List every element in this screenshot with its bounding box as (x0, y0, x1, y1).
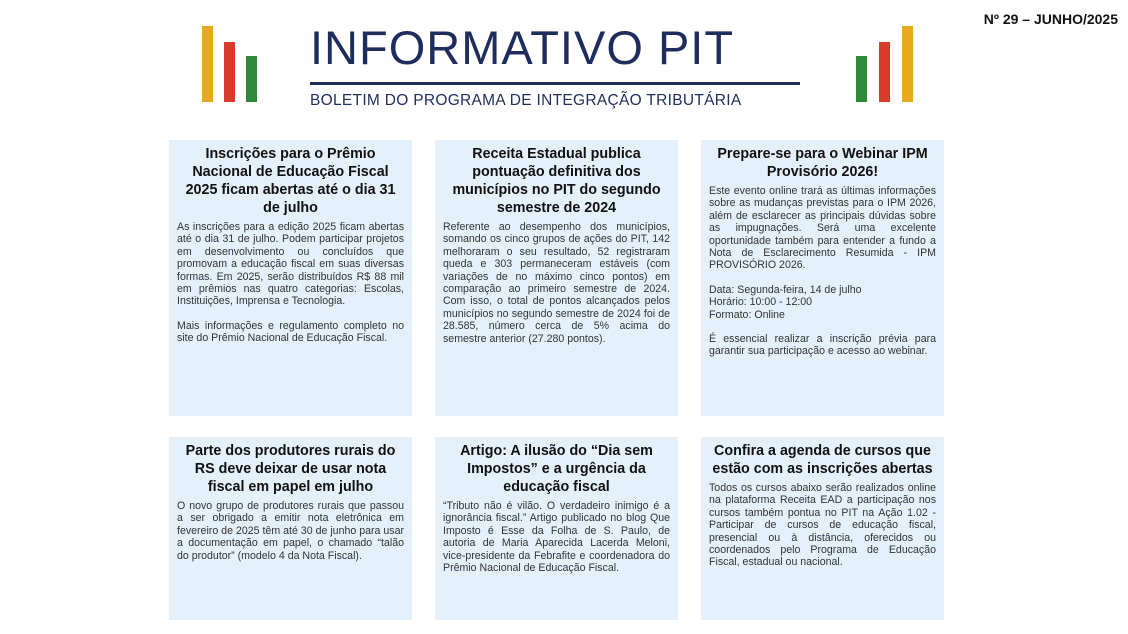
news-card-pontuacao (435, 140, 678, 416)
logo-bars-left (202, 22, 262, 102)
newsletter-subtitle: BOLETIM DO PROGRAMA DE INTEGRAÇÃO TRIBUTÁRIA (310, 92, 742, 109)
card-body: É essencial realizar a inscrição prévia para garantir sua participação e acesso ao webinar. (709, 333, 936, 358)
issue-number: Nº 29 – JUNHO/2025 (983, 11, 1118, 27)
news-card-cursos (701, 437, 944, 620)
yellow-bar (902, 26, 913, 102)
news-card-premio (169, 140, 412, 416)
card-body: Mais informações e regulamento completo no site do Prêmio Nacional de Educação Fiscal. (177, 319, 404, 345)
card-body: Referente ao desempenho dos municípios, somando os cinco grupos de ações do PIT, 142 melhoraram o seu resultado, 52 registraram queda e 303 permaneceram estáveis (com variações de no máximo cinco pontos) em comparação ao primeiro semestre de 2024. Com isso, o total de pontos alcançados pelos municípios no segundo semestre de 2024 foi de 28.585, número cerca de 5% acima do semestre anterior (27.280 pontos). (443, 221, 670, 345)
event-date: Data: Segunda-feira, 14 de julho (709, 283, 862, 296)
news-card-produtores (169, 437, 412, 620)
card-body: “Tributo não é vilão. O verdadeiro inimigo é a ignorância fiscal.” Artigo publicado no blog Que Imposto é Esse da Folha de S. Paulo, de autoria de Maria Aparecida Lacerda Meloni, vice-presidente da Febrafite e coordenadora do Prêmio Nacional de Educação Fiscal. (443, 500, 670, 575)
green-bar (856, 56, 867, 102)
yellow-bar (202, 26, 213, 102)
card-title[interactable]: Confira a agenda de cursos que estão com as inscrições abertas (712, 443, 933, 477)
newsletter-title: INFORMATIVO PIT (310, 21, 735, 74)
card-title[interactable]: Receita Estadual publica pontuação definitiva dos municípios no PIT do segundo semestre de 2024 (452, 146, 661, 216)
red-bar (879, 42, 890, 102)
news-card-webinar (701, 140, 944, 416)
event-time: Horário: 10:00 - 12:00 (709, 296, 813, 309)
event-format: Formato: Online (709, 308, 785, 321)
card-title[interactable]: Prepare-se para o Webinar IPM Provisório 2026! (717, 146, 928, 180)
logo-bars-right (852, 22, 920, 102)
card-body: Todos os cursos abaixo serão realizados online na plataforma Receita EAD a participação nos cursos também pontua no PIT na Ação 1.02 - Participar de cursos de educação fiscal, presencial ou à distância, oferecidos ou coordenados pelo Programa de Educação Fiscal, estadual ou nacional. (709, 482, 936, 569)
title-divider (310, 82, 800, 85)
card-body: Este evento online trará as últimas informações sobre as mudanças previstas para o IPM 2026, além de esclarecer as principais dúvidas sobre as impugnações. Será uma excelente oportunidade também para entender a fundo a Nota de Esclarecimento Resumida - IPM PROVISÓRIO 2026. (709, 185, 936, 272)
green-bar (246, 56, 257, 102)
card-title[interactable]: Parte dos produtores rurais do RS deve deixar de usar nota fiscal em papel em julho (185, 443, 396, 495)
card-body: As inscrições para a edição 2025 ficam abertas até o dia 31 de julho. Podem participar projetos em desenvolvimento ou concluídos que promovam a educação fiscal em suas diversas formas. Em 2025, serão distribuídos R$ 88 mil em prêmios nas quatro categorias: Escolas, Instituições, Imprensa e Tecnologia. (177, 221, 404, 308)
card-body: O novo grupo de produtores rurais que passou a ser obrigado a emitir nota eletrônica em fevereiro de 2025 têm até 30 de junho para usar a documentação em papel, o chamado “talão do produtor” (modelo 4 da Nota Fiscal). (177, 500, 404, 562)
news-card-artigo (435, 437, 678, 620)
card-title[interactable]: Inscrições para o Prêmio Nacional de Educação Fiscal 2025 ficam abertas até o dia 31 de julho (185, 146, 396, 216)
card-title[interactable]: Artigo: A ilusão do “Dia sem Impostos” e a urgência da educação fiscal (460, 443, 653, 495)
red-bar (224, 42, 235, 102)
